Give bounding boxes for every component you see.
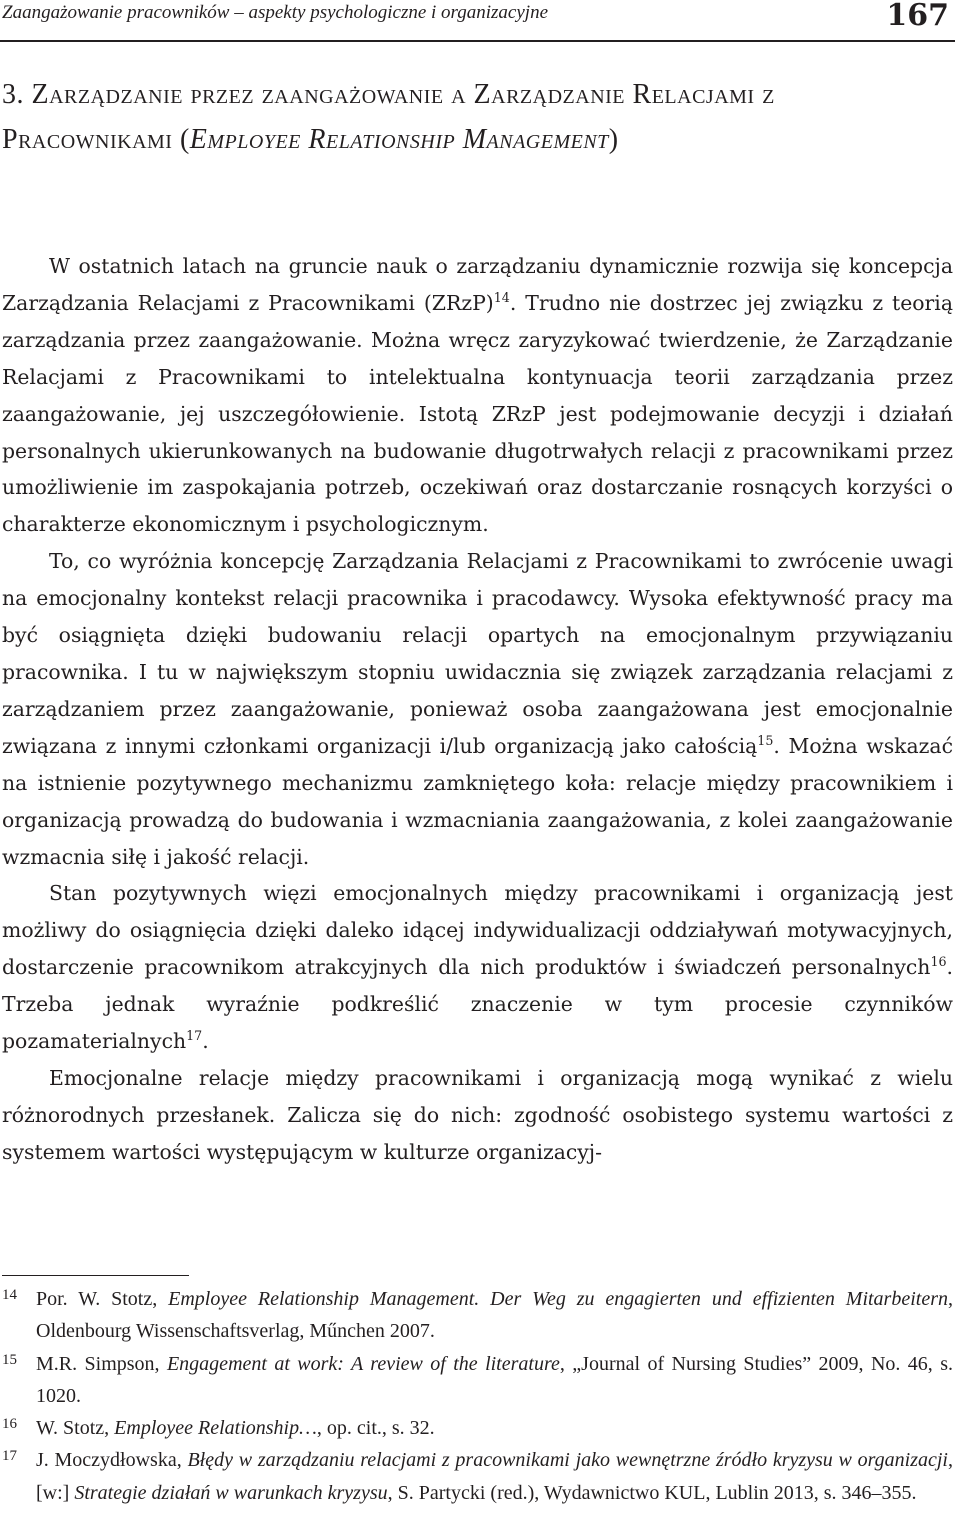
paragraph-text: W ostatnich latach na gruncie nauk o zarządzaniu dynamicznie rozwija się koncepcja Zarządzania Relacjami z Pracownikami (ZRzP) xyxy=(2,254,953,315)
paragraph-text: . Można wskazać na istnienie pozytywnego mechanizmu zamkniętego koła: relacje między pracownikiem i organizacją prowadzą do budowania i wzmacniania zaangażowania, z kolei zaangażowanie wzmacnia siłę i jakość relacji. xyxy=(2,733,953,869)
paragraph-4 xyxy=(2,1060,953,1171)
paragraph-text: . xyxy=(202,1029,209,1054)
paragraph-3 xyxy=(2,875,953,1060)
header-rule xyxy=(0,40,955,42)
footnote-title: Strategie działań w warunkach kryzysu xyxy=(74,1481,388,1504)
footnote-title: Employee Relationship… xyxy=(114,1417,317,1440)
footnote-14 xyxy=(2,1283,953,1348)
footnote-text: , op. cit., s. 32. xyxy=(316,1417,435,1440)
footnote-title: Engagement at work: A review of the literature xyxy=(166,1352,560,1375)
footnote-text: M.R. Simpson, xyxy=(36,1352,167,1375)
footnotes xyxy=(2,1283,953,1509)
section-heading xyxy=(2,72,952,162)
footnote-text: , „Journal of Nursing Studies” 2009, No. 46, s. 1020. xyxy=(36,1352,953,1407)
footnote-15 xyxy=(2,1348,953,1413)
footnote-ref-15[interactable]: 15 xyxy=(757,732,774,748)
paragraph-text: To, co wyróżnia koncepcję Zarządzania Relacjami z Pracownikami to zwrócenie uwagi na emocjonalny kontekst relacji pracownika i pracodawcy. Wysoka efektywność pracy ma być osiągnięta dzięki budowaniu relacji opartych na emocjonalnym przywiązaniu pracownika. I tu w największym stopniu uwidacznia się związek zarządzania relacjami z zarządzaniem przez zaangażowanie, ponieważ osoba zaangażowana jest emocjonalnie związana z innymi członkami organizacji i/lub organizacją jako całością xyxy=(2,549,953,758)
running-head-title: Zaangażowanie pracowników – aspekty psychologiczne i organizacyjne xyxy=(2,2,548,23)
footnote-number: 14 xyxy=(2,1287,17,1303)
footnote-rule xyxy=(2,1275,189,1276)
footnote-text: W. Stotz, xyxy=(36,1417,115,1440)
section-heading-text: 3. Zarządzanie przez zaangażowanie a Zarządzanie Relacjami z Pracownikami ( xyxy=(2,79,775,155)
section-heading-italic: Employee Relationship Management xyxy=(189,124,609,155)
footnote-number: 16 xyxy=(2,1416,17,1433)
section-heading-close: ) xyxy=(608,124,619,155)
footnote-text: , S. Partycki (red.), Wydawnictwo KUL, Lublin 2013, s. 346–355. xyxy=(387,1481,917,1504)
footnote-ref-17[interactable]: 17 xyxy=(186,1028,203,1044)
footnote-text: , [w:] xyxy=(36,1449,953,1504)
body-text xyxy=(2,248,953,1171)
running-head xyxy=(0,0,955,40)
footnote-17 xyxy=(2,1444,953,1509)
paragraph-text: . Trzeba jednak wyraźnie podkreślić znaczenie w tym procesie czynników pozamaterialnych xyxy=(2,955,953,1054)
footnote-ref-14[interactable]: 14 xyxy=(493,290,510,306)
paragraph-1 xyxy=(2,248,953,543)
footnote-ref-16[interactable]: 16 xyxy=(930,954,947,970)
footnote-number: 17 xyxy=(2,1448,17,1465)
footnote-number: 15 xyxy=(2,1351,17,1368)
paragraph-text: Emocjonalne relacje między pracownikami i organizacją mogą wynikać z wielu różnorodnych przesłanek. Zalicza się do nich: zgodność osobistego systemu wartości z systemem wartości występującym w kulturze organizacyj- xyxy=(2,1065,953,1164)
footnote-title: Błędy w zarządzaniu relacjami z pracownikami jako wewnętrzne źródło kryzysu w organizacji xyxy=(187,1449,948,1472)
footnote-16 xyxy=(2,1412,953,1444)
footnote-title: Employee Relationship Management. Der Weg zu engagierten und effizienten Mitarbeitern xyxy=(168,1288,948,1310)
footnote-text: J. Moczydłowska, xyxy=(36,1449,188,1472)
paragraph-text: . Trudno nie dostrzec jej związku z teorią zarządzania przez zaangażowanie. Można wręcz zaryzykować twierdzenie, że Zarządzanie Relacjami z Pracownikami to intelektualna kontynuacja teorii zarządzania przez zaangażowanie, jej uszczegółowienie. Istotą ZRzP jest podejmowanie decyzji i działań personalnych ukierunkowanych na budowanie długotrwałych relacji z pracownikami przez umożliwienie im zaspokajania potrzeb, oczekiwań oraz dostarczanie rosnących korzyści o charakterze ekonomicznym i psychologicznym. xyxy=(2,290,953,537)
footnote-text: Por. W. Stotz, xyxy=(36,1288,169,1310)
paragraph-text: Stan pozytywnych więzi emocjonalnych między pracownikami i organizacją jest możliwy do osiągnięcia dzięki daleko idącej indywidualizacji oddziaływań motywacyjnych, dostarczenie pracownikom atrakcyjnych dla nich produktów i świadczeń personalnych xyxy=(2,881,953,980)
page-number: 167 xyxy=(886,0,949,33)
paragraph-2 xyxy=(2,543,953,875)
footnote-text: , Oldenbourg Wissenschaftsverlag, Műnchen 2007. xyxy=(36,1288,953,1343)
